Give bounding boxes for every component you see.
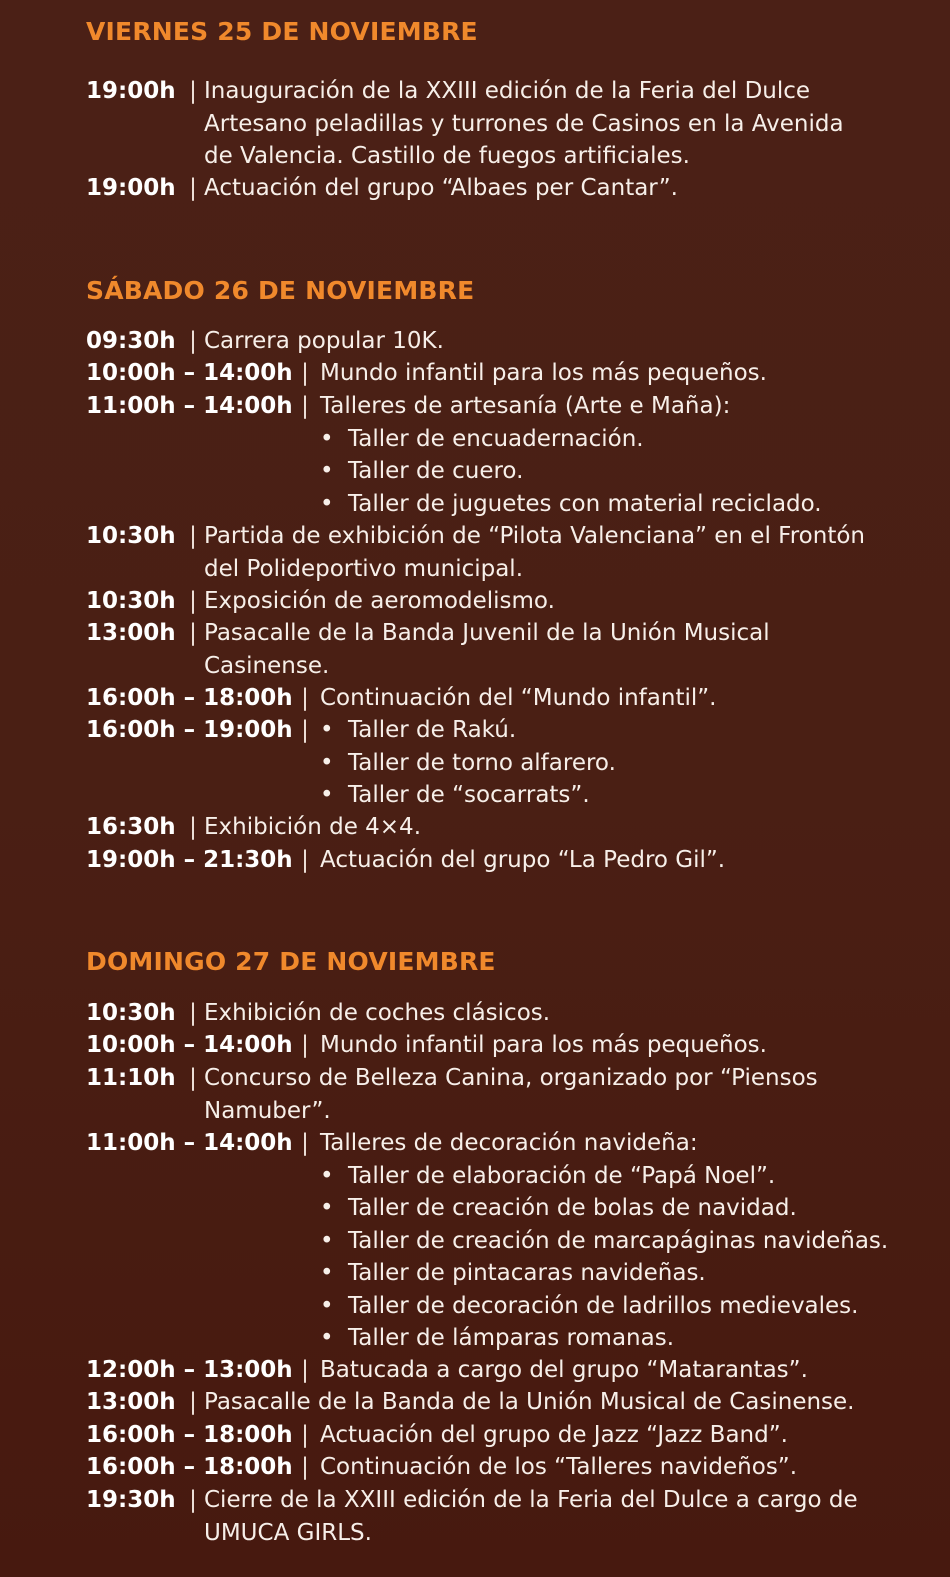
list-item: • Taller de decoración de ladrillos medievales. [320, 1290, 888, 1323]
event-time: 13:00h [86, 1389, 176, 1415]
event-time: 09:30h [86, 328, 176, 354]
list-item: • Taller de “socarrats”. [320, 779, 616, 812]
event-row [86, 172, 678, 205]
day-title-sabado: SÁBADO 26 DE NOVIEMBRE [86, 276, 475, 305]
event-description: Concurso de Belleza Canina, organizado por “Piensos Namuber”. [204, 1065, 818, 1124]
event-separator: | [301, 393, 309, 419]
event-separator: | [301, 685, 309, 711]
event-time: 16:00h – 18:00h [86, 1454, 293, 1480]
event-time: 13:00h [86, 620, 176, 646]
event-description: Talleres de artesanía (Arte e Maña): • Taller de encuadernación. • Taller de cuero. • Taller de juguetes con material reciclado. [320, 390, 822, 520]
event-separator: | [301, 1357, 309, 1383]
list-item: • Taller de torno alfarero. [320, 747, 616, 780]
event-row [86, 1451, 797, 1484]
event-row [86, 75, 844, 173]
event-separator: | [189, 1000, 197, 1026]
event-separator: | [189, 1487, 197, 1513]
event-time: 19:00h [86, 175, 176, 201]
event-separator: | [189, 1065, 197, 1091]
event-row [86, 714, 616, 812]
event-time: 16:00h – 19:00h [86, 717, 293, 743]
event-row [86, 1127, 888, 1355]
event-separator: | [301, 1422, 309, 1448]
event-row [86, 844, 725, 877]
event-separator: | [189, 175, 197, 201]
event-separator: | [301, 1130, 309, 1156]
event-row [86, 617, 770, 682]
event-time: 10:30h [86, 588, 176, 614]
event-time: 16:00h – 18:00h [86, 685, 293, 711]
event-time: 11:00h – 14:00h [86, 1130, 293, 1156]
list-item: • Taller de encuadernación. [320, 423, 822, 456]
event-description: Talleres de decoración navideña: • Taller de elaboración de “Papá Noel”. • Taller de creación de bolas de navidad. • Taller de creación de marcapáginas navideñas. • Taller de pintacaras navideñas. • Taller de decoración de ladrillos medievales. • Taller de lámparas romanas. [320, 1127, 888, 1355]
event-description: Batucada a cargo del grupo “Matarantas”. [320, 1357, 808, 1383]
event-separator: | [301, 1032, 309, 1058]
list-item: • Taller de creación de marcapáginas navideñas. [320, 1225, 888, 1258]
list-item: • Taller de elaboración de “Papá Noel”. [320, 1160, 888, 1193]
event-time: 10:30h [86, 523, 176, 549]
event-row [86, 325, 444, 358]
event-separator: | [189, 328, 197, 354]
event-time: 16:30h [86, 814, 176, 840]
event-separator: | [189, 620, 197, 646]
event-separator: | [189, 523, 197, 549]
event-separator: | [189, 78, 197, 104]
event-time: 19:30h [86, 1487, 176, 1513]
event-row [86, 1386, 855, 1419]
event-description: Exposición de aeromodelismo. [204, 588, 555, 614]
event-description: Mundo infantil para los más pequeños. [320, 1032, 767, 1058]
event-row [86, 1484, 858, 1549]
event-description [320, 714, 616, 812]
event-time: 10:00h – 14:00h [86, 360, 293, 386]
event-row [86, 811, 421, 844]
list-item: • Taller de creación de bolas de navidad. [320, 1192, 888, 1225]
event-description: Actuación del grupo de Jazz “Jazz Band”. [320, 1422, 788, 1448]
event-time: 10:30h [86, 1000, 176, 1026]
event-row [86, 1354, 808, 1387]
event-separator: | [301, 360, 309, 386]
event-separator: | [301, 717, 309, 743]
event-time: 19:00h – 21:30h [86, 847, 293, 873]
event-description: Inauguración de la XXIII edición de la Feria del Dulce Artesano peladillas y turrones de Casinos en la Avenida de Valencia. Castillo de fuegos artificiales. [204, 78, 844, 169]
event-description: Mundo infantil para los más pequeños. [320, 360, 767, 386]
event-description: Exhibición de 4×4. [204, 814, 422, 840]
event-row [86, 1062, 818, 1127]
event-description: Cierre de la XXIII edición de la Feria del Dulce a cargo de UMUCA GIRLS. [204, 1487, 858, 1546]
event-description: Pasacalle de la Banda Juvenil de la Unión Musical Casinense. [204, 620, 770, 679]
list-item: • Taller de pintacaras navideñas. [320, 1257, 888, 1290]
event-row [86, 997, 550, 1030]
event-separator: | [301, 1454, 309, 1480]
event-description: Exhibición de coches clásicos. [204, 1000, 551, 1026]
event-time: 12:00h – 13:00h [86, 1357, 293, 1383]
event-row [86, 1419, 788, 1452]
event-row [86, 585, 555, 618]
event-row [86, 682, 716, 715]
list-item: • Taller de cuero. [320, 455, 822, 488]
event-row [86, 1029, 767, 1062]
event-time: 11:10h [86, 1065, 176, 1091]
event-time: 16:00h – 18:00h [86, 1422, 293, 1448]
list-item: • Taller de juguetes con material reciclado. [320, 488, 822, 521]
day-title-domingo: DOMINGO 27 DE NOVIEMBRE [86, 947, 496, 976]
event-description: Actuación del grupo “Albaes per Cantar”. [204, 175, 678, 201]
event-time: 19:00h [86, 78, 176, 104]
event-time: 11:00h – 14:00h [86, 393, 293, 419]
event-separator: | [301, 847, 309, 873]
list-item: • Taller de lámparas romanas. [320, 1322, 888, 1355]
event-time: 10:00h – 14:00h [86, 1032, 293, 1058]
event-description: Continuación de los “Talleres navideños”. [320, 1454, 798, 1480]
day-title-viernes: VIERNES 25 DE NOVIEMBRE [86, 17, 478, 46]
event-row [86, 520, 865, 585]
event-description: Actuación del grupo “La Pedro Gil”. [320, 847, 726, 873]
event-separator: | [189, 814, 197, 840]
event-separator: | [189, 588, 197, 614]
event-row [86, 390, 822, 520]
list-item: • Taller de Rakú. [320, 714, 616, 747]
event-separator: | [189, 1389, 197, 1415]
event-description: Continuación del “Mundo infantil”. [320, 685, 717, 711]
event-description: Partida de exhibición de “Pilota Valenciana” en el Frontón del Polideportivo municipal. [204, 523, 865, 582]
event-description: Carrera popular 10K. [204, 328, 444, 354]
event-row [86, 357, 767, 390]
event-description: Pasacalle de la Banda de la Unión Musical de Casinense. [204, 1389, 855, 1415]
